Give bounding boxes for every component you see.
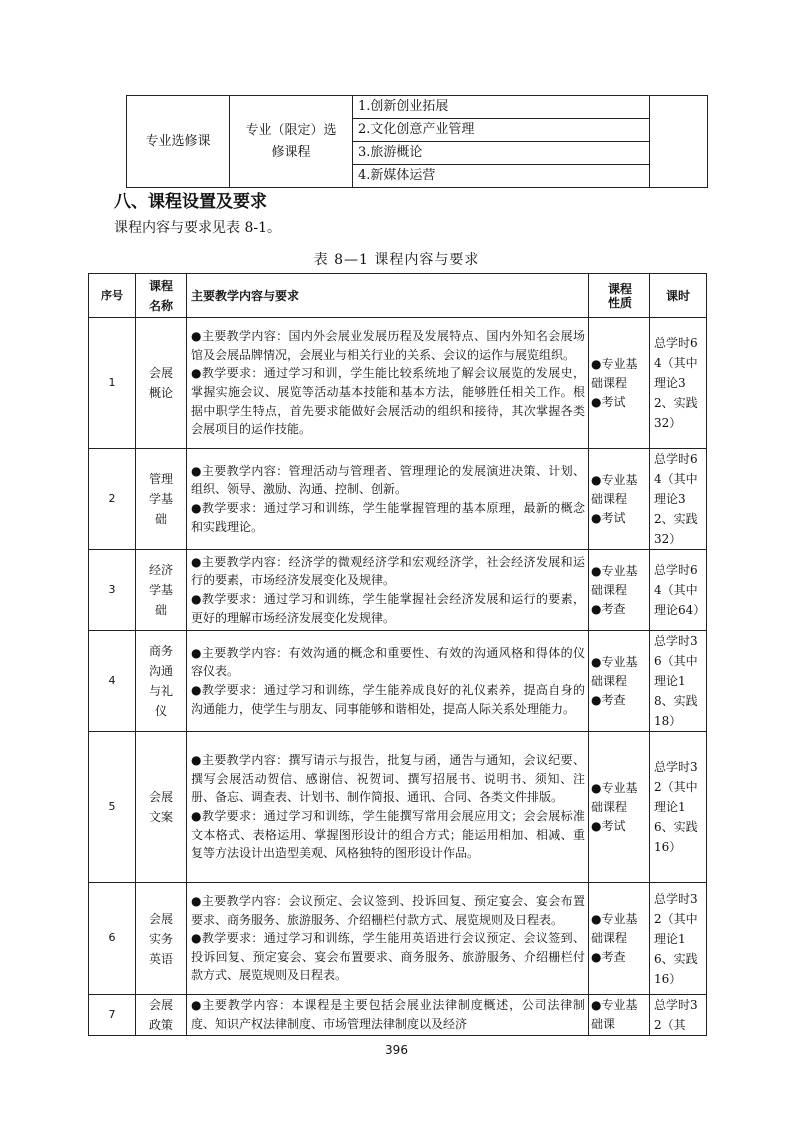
course-nature: ●专业基础课程 ●考查 <box>589 883 650 995</box>
table-row <box>89 449 707 550</box>
header-hours: 课时 <box>650 274 707 318</box>
row-index: 2 <box>89 449 136 550</box>
course-name: 会展实务英语 <box>136 883 187 995</box>
table-row <box>89 883 707 995</box>
course-content <box>187 550 589 631</box>
course-hours: 总学时64（其中理论32、实践32） <box>650 318 707 449</box>
content-main: ●主要教学内容：撰写请示与报告，批复与函，通告与通知，会议纪要、撰写会展活动贺信、感谢信、祝贺词、撰写招展书、说明书、须知、注册、备忘、调查表、计划书、制作简报、通讯、合同、各类文件排版。 <box>191 753 585 805</box>
content-main: ●主要教学内容：本课程是主要包括会展业法律制度概述，公司法律制度、知识产权法律制度、市场管理法律制度以及经济 <box>191 998 585 1031</box>
row-index: 3 <box>89 550 136 631</box>
content-main: ●主要教学内容：经济学的微观经济学和宏观经济学，社会经济发展和运行的要素，市场经济发展变化及规律。 <box>191 554 585 588</box>
content-requirement: ●教学要求：通过学习和训练，学生能掌握社会经济发展和运行的要素，更好的理解市场经济发展变化发规律。 <box>191 592 585 625</box>
course-name: 会展文案 <box>136 732 187 883</box>
table-row <box>89 631 707 732</box>
section-heading: 八、课程设置及要求 <box>114 192 267 212</box>
course-name: 经济学基础 <box>136 550 187 631</box>
course-content <box>187 318 589 449</box>
row-index: 1 <box>89 318 136 449</box>
row-index: 5 <box>89 732 136 883</box>
content-requirement: ●教学要求：通过学习和训练，学生能撰写常用会展应用文；会会展标准文本格式、表格运用、掌握图形设计的组合方式；能运用相加、相减、重复等方法设计出造型美观、风格独特的图形设计作品。 <box>191 809 585 861</box>
table-row <box>89 995 707 1036</box>
table-row <box>89 318 707 449</box>
course-content <box>187 631 589 732</box>
content-requirement: ●教学要求：通过学习和训练，学生能养成良好的礼仪素养，提高自身的沟通能力，使学生与朋友、同事能够和谐相处，提高人际关系处理能力。 <box>191 683 585 716</box>
course-content-table <box>88 273 707 1036</box>
content-main: ●主要教学内容：国内外会展业发展历程及发展特点、国内外知名会展场馆及会展品牌情况，会展业与相关行业的关系、会议的运作与展览组织。 <box>191 329 585 362</box>
elective-empty-cell <box>650 96 708 188</box>
content-main: ●主要教学内容：会议预定、会议签到、投诉回复、预定宴会、宴会布置要求、商务服务、旅游服务、介绍栅栏付款方式、展览规则及日程表。 <box>191 894 585 927</box>
row-index: 6 <box>89 883 136 995</box>
content-requirement: ●教学要求：通过学习和训练，学生能用英语进行会议预定、会议签到、投诉回复、预定宴会、宴会布置要求、商务服务、旅游服务、介绍栅栏付款方式、展览规则及日程表。 <box>191 931 585 983</box>
elective-subcategory-cell: 专业（限定）选修课程 <box>230 96 353 188</box>
content-requirement: ●教学要求：通过学习和训，学生能比较系统地了解会议展览的发展史，掌握实施会议、展览等活动基本技能和基本方法，能够胜任相关工作。根据中职学生特点，首先要求能做好会展活动的组织和接待，其次掌握各类会展项目的运作技能。 <box>191 366 585 437</box>
elective-course-table <box>126 95 708 188</box>
content-requirement: ●教学要求：通过学习和训练，学生能掌握管理的基本原理，最新的概念和实践理论。 <box>191 501 585 534</box>
course-nature: ●专业基础课程 ●考试 <box>589 318 650 449</box>
course-hours: 总学时32（其中理论16、实践16） <box>650 883 707 995</box>
course-nature: ●专业基础课程 ●考查 <box>589 631 650 732</box>
page-number: 396 <box>385 1043 408 1057</box>
elective-course-item: 1.创新创业拓展 <box>353 96 650 119</box>
course-hours: 总学时32（其中理论16、实践16） <box>650 732 707 883</box>
course-content <box>187 732 589 883</box>
elective-course-item: 3.旅游概论 <box>353 142 650 165</box>
course-nature: ●专业基础课程 ●考试 <box>589 732 650 883</box>
table-row <box>89 732 707 883</box>
course-name: 管理学基础 <box>136 449 187 550</box>
course-nature: ●专业基础课程 ●考试 <box>589 449 650 550</box>
course-content <box>187 995 589 1036</box>
header-index: 序号 <box>89 274 136 318</box>
table-caption: 表 8—1 课程内容与要求 <box>313 252 480 268</box>
row-index: 7 <box>89 995 136 1036</box>
content-main: ●主要教学内容：管理活动与管理者、管理理论的发展演进决策、计划、组织、领导、激励、沟通、控制、创新。 <box>191 463 585 497</box>
content-main: ●主要教学内容：有效沟通的概念和重要性、有效的沟通风格和得体的仪容仪表。 <box>191 645 585 679</box>
intro-text: 课程内容与要求见表 8-1。 <box>114 220 281 236</box>
elective-course-item: 2.文化创意产业管理 <box>353 119 650 142</box>
header-content: 主要教学内容与要求 <box>187 274 589 318</box>
course-name: 会展政策 <box>136 995 187 1036</box>
course-nature: ●专业基础课程 ●考查 <box>589 550 650 631</box>
header-course-name: 课程名称 <box>136 274 187 318</box>
course-hours: 总学时32（其 <box>650 995 707 1036</box>
table-row <box>89 550 707 631</box>
row-index: 4 <box>89 631 136 732</box>
course-hours: 总学时64（其中理论64） <box>650 550 707 631</box>
elective-category-cell: 专业选修课 <box>127 96 230 188</box>
table-header-row <box>89 274 707 318</box>
course-name: 会展概论 <box>136 318 187 449</box>
course-nature: ●专业基础课 <box>589 995 650 1036</box>
course-content <box>187 449 589 550</box>
course-name: 商务沟通与礼仪 <box>136 631 187 732</box>
course-hours: 总学时64（其中理论32、实践32） <box>650 449 707 550</box>
course-content <box>187 883 589 995</box>
elective-course-item: 4.新媒体运营 <box>353 165 650 188</box>
course-hours: 总学时36（其中理论18、实践18） <box>650 631 707 732</box>
header-nature: 课程性质 <box>589 274 650 318</box>
